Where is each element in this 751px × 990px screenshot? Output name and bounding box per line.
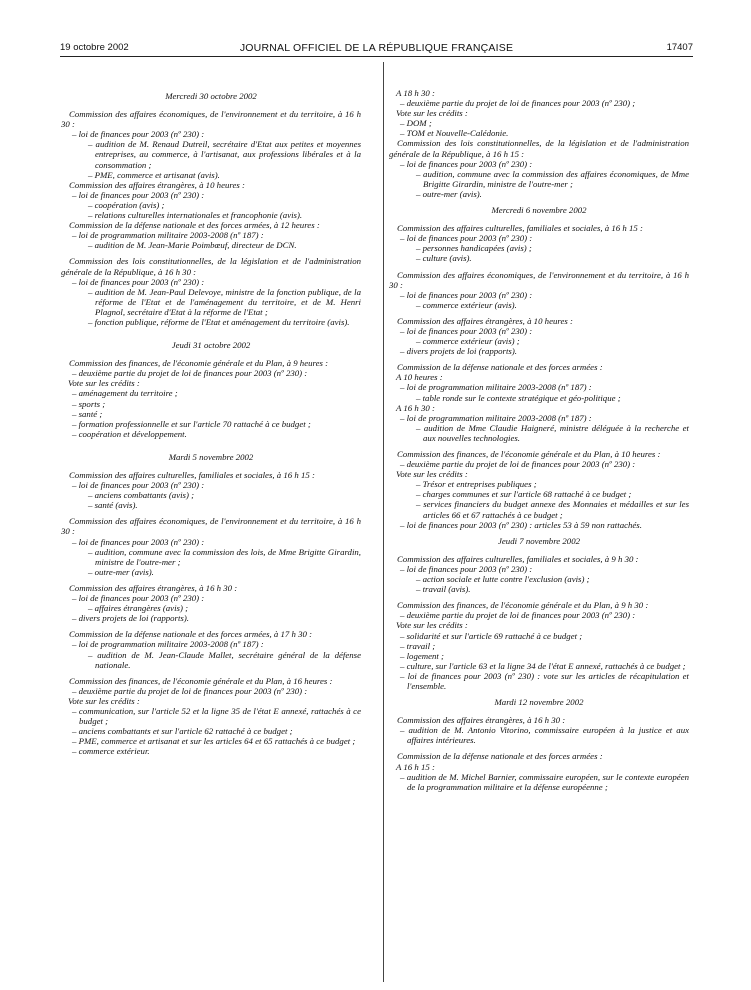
agenda-subitem: – santé (avis). xyxy=(88,500,138,511)
committee-heading: Commission des affaires culturelles, familiales et sociales, à 9 h 30 : xyxy=(397,553,639,564)
agenda-subitem: – relations culturelles internationales et francophonie (avis). xyxy=(88,210,303,221)
agenda-label: Vote sur les crédits : xyxy=(68,378,140,389)
committee-heading: Commission des affaires économiques, de l'environnement et du territoire, à 16 h 30 : xyxy=(61,109,361,130)
agenda-subitem: – audition, commune avec la commission des affaires économiques, de Mme Brigitte Girardin, ministre de l'outre-mer ; xyxy=(416,168,689,189)
agenda-item: – loi de programmation militaire 2003-2008 (nº 187) : xyxy=(400,382,592,393)
agenda-item: – TOM et Nouvelle-Calédonie. xyxy=(400,128,509,139)
agenda-subitem: – audition de Mme Claudie Haigneré, ministre déléguée à la recherche et aux nouvelles technologies. xyxy=(416,422,689,443)
agenda-item: – loi de finances pour 2003 (nº 230) : xyxy=(72,536,205,547)
day-heading: Jeudi 31 octobre 2002 xyxy=(171,340,251,351)
agenda-subitem: – travail (avis). xyxy=(416,584,471,595)
committee-heading: Commission des lois constitutionnelles, de la législation et de l'administration générale de la République, à 16 h 30 : xyxy=(61,256,361,277)
committee-heading: Commission de la défense nationale et des forces armées, à 17 h 30 : xyxy=(69,629,313,640)
spacer xyxy=(61,439,361,452)
agenda-item: – loi de programmation militaire 2003-2008 (nº 187) : xyxy=(400,412,592,423)
committee-heading: Commission des affaires étrangères, à 10 heures : xyxy=(69,179,245,190)
agenda-subitem: – outre-mer (avis). xyxy=(88,566,154,577)
day-heading: Jeudi 7 novembre 2002 xyxy=(498,535,580,546)
agenda-item: – audition de M. Antonio Vitorino, commissaire européen à la justice et aux affaires intérieures. xyxy=(400,725,689,746)
agenda-subitem: – culture (avis). xyxy=(416,253,472,264)
committee-heading: Commission des finances, de l'économie générale et du Plan, à 10 heures : xyxy=(397,449,661,459)
agenda-label: Vote sur les crédits : xyxy=(396,620,468,631)
agenda-subitem: – fonction publique, réforme de l'Etat et aménagement du territoire (avis). xyxy=(88,316,350,327)
agenda-subitem: – action sociale et lutte contre l'exclusion (avis) ; xyxy=(416,574,590,585)
right-column xyxy=(389,88,689,792)
committee-heading: Commission de la défense nationale et des forces armées : xyxy=(397,751,603,762)
agenda-label: Vote sur les crédits : xyxy=(396,469,468,480)
agenda-label: A 10 heures : xyxy=(396,372,443,383)
page-number: 17407 xyxy=(666,42,693,53)
agenda-item: – travail ; xyxy=(400,640,436,651)
agenda-subitem: – Trésor et entreprises publiques ; xyxy=(416,479,537,490)
agenda-item: – santé ; xyxy=(72,408,103,419)
agenda-item: – deuxième partie du projet de loi de finances pour 2003 (nº 230) : xyxy=(400,610,636,621)
committee-heading: Commission des finances, de l'économie générale et du Plan, à 9 heures : xyxy=(69,358,329,369)
agenda-item: – coopération et développement. xyxy=(72,428,187,439)
day-heading: Mardi 5 novembre 2002 xyxy=(168,451,254,462)
agenda-item: – loi de finances pour 2003 (nº 230) : xyxy=(400,289,533,300)
agenda-subitem: – audition de M. Jean-Paul Delevoye, ministre de la fonction publique, de la réforme de l'Etat et de l'aménagement du territoire, et de M. Henri Plagnol, secrétaire d'Etat à la réforme de l'Etat ; xyxy=(88,286,361,317)
agenda-item: – loi de finances pour 2003 (nº 230) : xyxy=(400,563,533,574)
agenda-subitem: – anciens combattants (avis) ; xyxy=(88,490,195,501)
agenda-item: – communication, sur l'article 52 et la ligne 35 de l'état E annexé, rattachés à ce budget ; xyxy=(72,705,361,727)
committee-heading: Commission des finances, de l'économie générale et du Plan, à 9 h 30 : xyxy=(397,600,649,611)
committee-heading: Commission de la défense nationale et des forces armées, à 12 heures : xyxy=(69,220,320,231)
committee-heading: Commission des affaires étrangères, à 16 h 30 : xyxy=(69,582,238,593)
agenda-subitem: – services financiers du budget annexe des Monnaies et médailles et sur les articles 66 et 67 rattachés à ce budget ; xyxy=(416,499,689,520)
agenda-subitem: – commerce extérieur (avis) ; xyxy=(416,336,520,347)
agenda-item: – loi de finances pour 2003 (nº 230) : articles 53 à 59 non rattachés. xyxy=(400,519,642,530)
agenda-subitem: – coopération (avis) ; xyxy=(88,199,165,210)
agenda-item: – formation professionnelle et sur l'article 70 rattaché à ce budget ; xyxy=(72,418,311,429)
agenda-subitem: – charges communes et sur l'article 68 rattaché à ce budget ; xyxy=(416,489,632,500)
agenda-subitem: – audition, commune avec la commission des lois, de Mme Brigitte Girardin, ministre de l'outre-mer ; xyxy=(88,546,361,567)
agenda-label: Vote sur les crédits : xyxy=(396,108,468,119)
agenda-item: – deuxième partie du projet de loi de finances pour 2003 (nº 230) ; xyxy=(400,98,636,109)
agenda-label: A 18 h 30 : xyxy=(396,88,435,98)
agenda-item: – loi de finances pour 2003 (nº 230) : xyxy=(400,158,533,169)
left-column xyxy=(61,91,361,756)
agenda-item: – loi de programmation militaire 2003-2008 (nº 187) : xyxy=(72,230,264,241)
agenda-item: – solidarité et sur l'article 69 rattaché à ce budget ; xyxy=(400,630,583,641)
agenda-item: – loi de programmation militaire 2003-2008 (nº 187) : xyxy=(72,639,264,650)
agenda-item: – anciens combattants et sur l'article 62 rattaché à ce budget ; xyxy=(72,726,293,737)
agenda-item: – deuxième partie du projet de loi de finances pour 2003 (nº 230) : xyxy=(400,459,636,470)
agenda-subitem: – outre-mer (avis). xyxy=(416,188,482,199)
header-date: 19 octobre 2002 xyxy=(60,42,129,53)
agenda-subitem: – commerce extérieur (avis). xyxy=(416,299,517,310)
day-heading: Mardi 12 novembre 2002 xyxy=(494,697,584,708)
committee-heading: Commission des affaires culturelles, familiales et sociales, à 16 h 15 : xyxy=(69,470,315,480)
agenda-item: – aménagement du territoire ; xyxy=(72,388,178,399)
agenda-item: – loi de finances pour 2003 (nº 230) : xyxy=(72,189,205,200)
agenda-subitem: – audition de M. Jean-Marie Poimbœuf, directeur de DCN. xyxy=(88,240,297,251)
agenda-item: – loi de finances pour 2003 (nº 230) : xyxy=(72,276,205,287)
committee-heading: Commission des affaires étrangères, à 16 h 30 : xyxy=(397,715,566,726)
page-header xyxy=(60,42,693,56)
agenda-item: – divers projets de loi (rapports). xyxy=(400,346,517,357)
agenda-item: – deuxième partie du projet de loi de finances pour 2003 (nº 230) : xyxy=(72,368,308,379)
journal-title: JOURNAL OFFICIEL DE LA RÉPUBLIQUE FRANÇAISE xyxy=(239,42,514,54)
agenda-item: – sports ; xyxy=(72,398,106,409)
agenda-item: – logement ; xyxy=(400,650,444,661)
agenda-label: A 16 h 30 : xyxy=(396,402,435,413)
agenda-item: – loi de finances pour 2003 (nº 230) : xyxy=(400,233,533,244)
column-divider xyxy=(383,62,384,982)
day-heading: Mercredi 30 octobre 2002 xyxy=(165,91,257,101)
agenda-item: – loi de finances pour 2003 (nº 230) : xyxy=(400,325,533,336)
day-heading: Mercredi 6 novembre 2002 xyxy=(491,205,587,216)
agenda-subitem: – audition de M. Jean-Claude Mallet, secrétaire général de la défense nationale. xyxy=(88,649,361,670)
agenda-item: – loi de finances pour 2003 (nº 230) : xyxy=(72,129,205,140)
agenda-item: – audition de M. Michel Barnier, commissaire européen, sur le contexte européen de la programmation militaire et la défense européenne ; xyxy=(400,771,689,792)
committee-heading: Commission des affaires économiques, de l'environnement et du territoire, à 16 h 30 : xyxy=(61,516,361,537)
spacer xyxy=(61,327,361,340)
agenda-item: – loi de finances pour 2003 (nº 230) : xyxy=(72,593,205,604)
agenda-item: – divers projets de loi (rapports). xyxy=(72,613,189,624)
agenda-item: – deuxième partie du projet de loi de finances pour 2003 (nº 230) : xyxy=(72,685,308,696)
committee-heading: Commission des affaires économiques, de l'environnement et du territoire, à 16 h 30 : xyxy=(389,269,689,290)
header-rule xyxy=(60,56,693,57)
agenda-item: – PME, commerce et artisanat et sur les articles 64 et 65 rattachés à ce budget ; xyxy=(72,736,356,747)
agenda-item: – commerce extérieur. xyxy=(72,746,150,757)
committee-heading: Commission des affaires culturelles, familiales et sociales, à 16 h 15 : xyxy=(397,223,643,234)
agenda-subitem: – table ronde sur le contexte stratégique et géo-politique ; xyxy=(416,392,621,403)
committee-heading: Commission des affaires étrangères, à 10 heures : xyxy=(397,315,573,326)
agenda-item: – loi de finances pour 2003 (nº 230) : vote sur les articles de récapitulation et l'ensemble. xyxy=(400,670,689,691)
agenda-label: Vote sur les crédits : xyxy=(68,695,140,706)
agenda-item: – culture, sur l'article 63 et la ligne 34 de l'état E annexé, rattachés à ce budget ; xyxy=(400,660,686,671)
committee-heading: Commission des finances, de l'économie générale et du Plan, à 16 heures : xyxy=(69,675,333,686)
agenda-label: A 16 h 15 : xyxy=(396,761,435,772)
agenda-item: – DOM ; xyxy=(400,118,432,129)
agenda-subitem: – personnes handicapées (avis) ; xyxy=(416,243,532,254)
committee-heading: Commission des lois constitutionnelles, de la législation et de l'administration générale de la République, à 16 h 15 : xyxy=(389,138,689,159)
agenda-subitem: – PME, commerce et artisanat (avis). xyxy=(88,169,220,180)
committee-heading: Commission de la défense nationale et des forces armées : xyxy=(397,362,603,373)
agenda-item: – loi de finances pour 2003 (nº 230) : xyxy=(72,480,205,491)
agenda-subitem: – affaires étrangères (avis) ; xyxy=(88,603,189,614)
agenda-subitem: – audition de M. Renaud Dutreil, secrétaire d'Etat aux petites et moyennes entreprises, au commerce, à l'artisanat, aux professions libérales et à la consommation ; xyxy=(88,139,361,170)
